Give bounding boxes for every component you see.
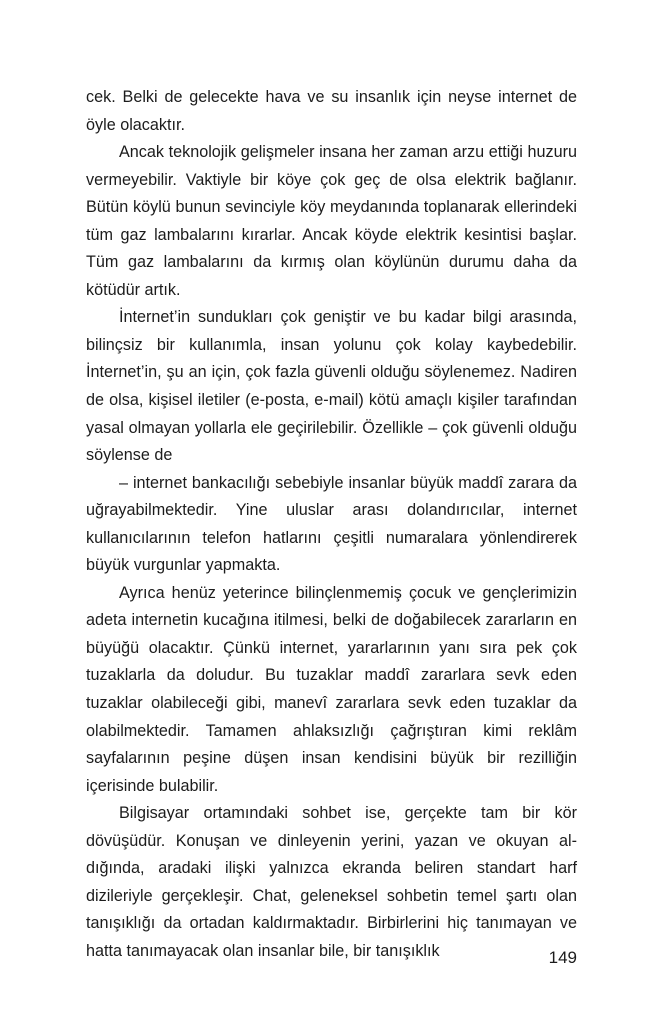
paragraph-chat: Bilgisayar ortamındaki sohbet ise, gerçekte tam bir kör dövüşüdür. Konuşan ve dinleyenin yerini, yazan ve okuyan aldığında, aradaki ilişki yalnızca ekranda beliren standart harf dizileriyle gerçekleşir. Chat, geleneksel sohbetin temel şartı olan tanışıklığı da ortadan kaldırmaktadır. Birbirlerini hiç tanımayan ve hatta tanımayacak olan insanlar bile, bir tanışıklık [86,804,577,960]
paragraph-internet-security: İnternet’in sundukları çok geniştir ve bu kadar bilgi arasında, bilinçsiz bir kullanımla, insan yolunu çok kolay kaybedebilir. İnternet’in, şu an için, çok fazla güvenli olduğu söylenemez. Nadiren de olsa, kişisel iletiler (e-posta, e-mail) kötü amaçlı kişiler tarafından yasal olmayan yollarla ele geçirilebilir. Özellikle – çok güvenli olduğu söylense de [86,308,577,465]
page-body [86,84,577,966]
paragraph-continuation: cek. Belki de gelecekte hava ve su insanlık için neyse internet de öyle olacaktır. [86,88,577,134]
paragraph-technology: Ancak teknolojik gelişmeler insana her zaman arzu ettiği huzuru vermeyebilir. Vaktiyle bir köye çok geç de olsa elektrik bağlanır. Bütün köylü bunun sevinciyle köy meydanında toplanarak ellerindeki tüm gaz lambalarını kırarlar. Ancak köyde elektrik kesintisi başlar. Tüm gaz lambalarını da kırmış olan köylünün durumu daha da kötüdür artık. [86,143,577,299]
paragraph-children: Ayrıca henüz yeterince bilinçlenmemiş çocuk ve gençlerimizin adeta internetin kucağına itilmesi, belki de doğabilecek zararların en büyüğü olacaktır. Çünkü internet, yararlarının yanı sıra pek çok tuzaklarla da doludur. Bu tuzaklar maddî zararlara sevk eden tuzaklar olabileceği gibi, manevî zararlara sevk eden tuzaklar da olabilmektedir. Tamamen ahlaksızlığı çağrıştıran kimi reklâm sayfalarının peşine düşen insan kendisini büyük bir rezilliğin içerisinde bulabilir. [86,583,577,795]
paragraph-internet-banking: – internet bankacılığı sebebiyle insanlar büyük maddî zarara da uğrayabilmektedir. Yine uluslar arası dolandırıcılar, internet kullanıcılarının telefon hatlarını çeşitli numaralara yönlendirerek büyük vurgunlar yapmakta. [86,473,577,575]
page-number: 149 [548,948,577,967]
